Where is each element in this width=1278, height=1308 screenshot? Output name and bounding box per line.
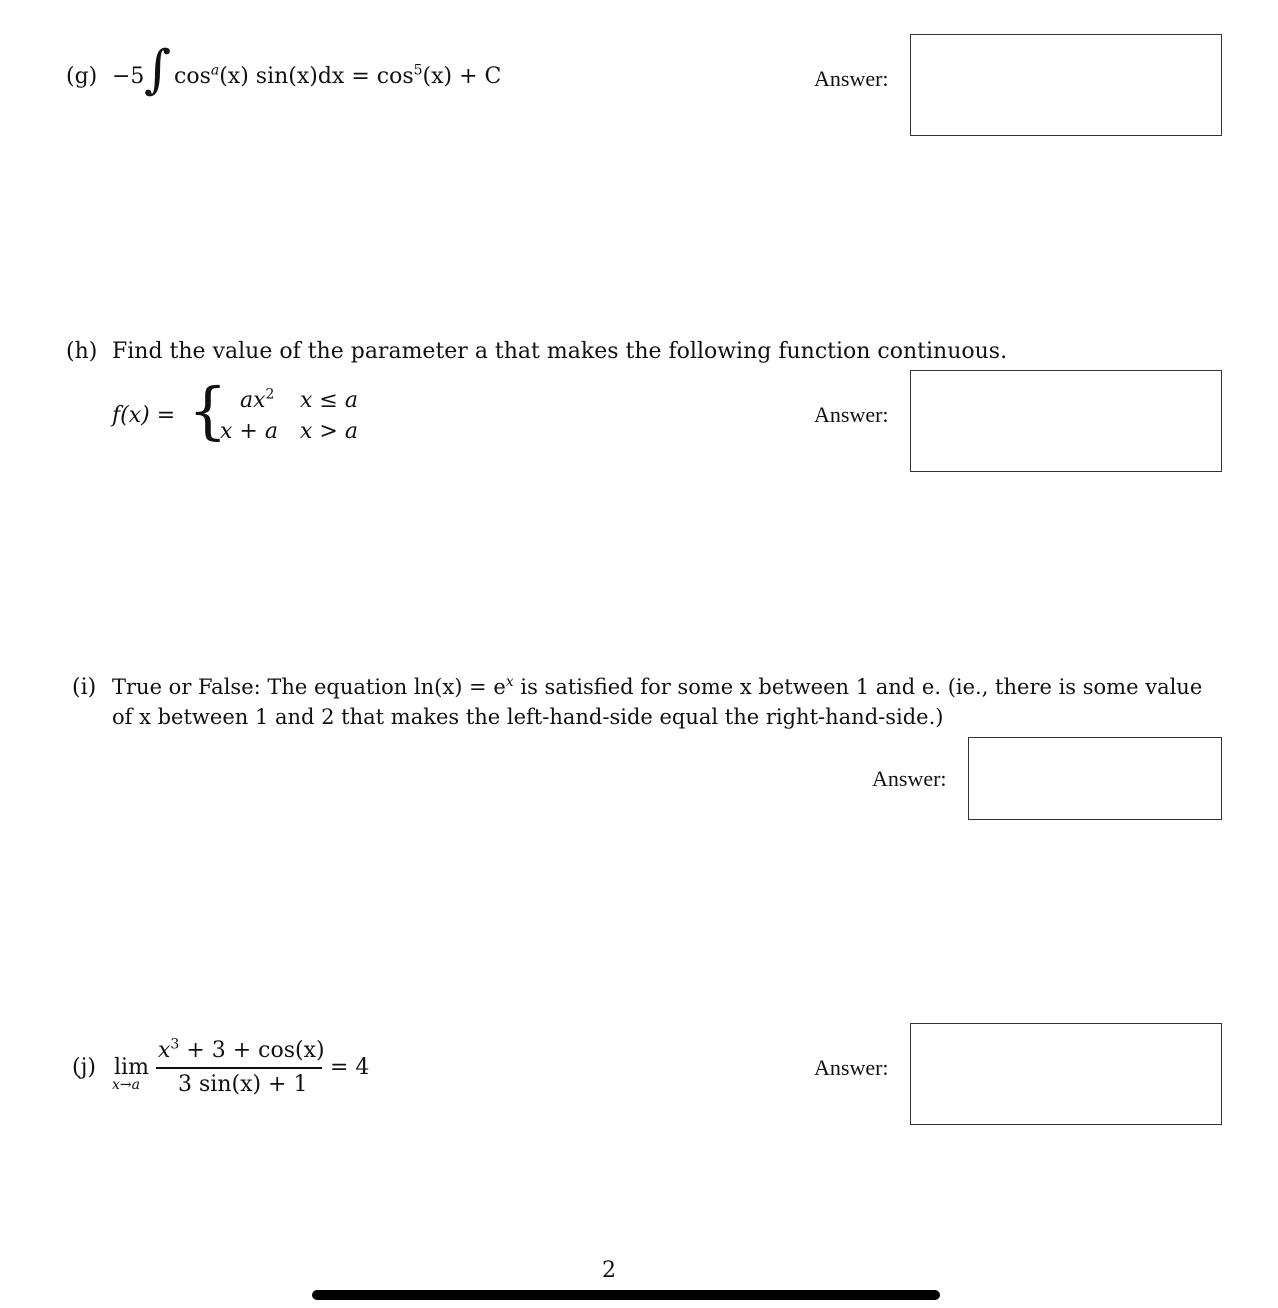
limit-subscript: x→a (112, 1077, 140, 1093)
answer-box-j[interactable] (910, 1023, 1222, 1125)
piecewise-brace: { (188, 374, 228, 447)
problem-g-label: (g) (66, 64, 98, 89)
fraction-bar (156, 1067, 322, 1069)
problem-h-prompt: Find the value of the parameter a that makes the following function continuous. (112, 339, 1008, 364)
piecewise-case-1-condition: x ≤ a (300, 388, 358, 413)
answer-box-i[interactable] (968, 737, 1222, 820)
problem-h-label: (h) (66, 339, 98, 364)
answer-label-j: Answer: (814, 1055, 889, 1080)
answer-box-h[interactable] (910, 370, 1222, 472)
problem-i-line-2: of x between 1 and 2 that makes the left-hand-side equal the right-hand-side.) (112, 705, 944, 729)
limit-operator: lim (114, 1055, 149, 1080)
piecewise-function-name: f(x) = (112, 403, 176, 428)
piecewise-case-1-expression: $ax^2$ (240, 386, 275, 413)
piecewise-case-2-expression: x + a (220, 419, 278, 444)
piecewise-case-2-condition: x > a (300, 419, 358, 444)
home-indicator-bar[interactable] (312, 1290, 940, 1300)
limit-result: = 4 (330, 1055, 370, 1080)
fraction-numerator: $x^3 + 3 + \cos(x)$ (158, 1036, 325, 1063)
problem-g-equation: $\cos^a(x) \sin(x)dx = \cos^5(x) + C$ (174, 62, 502, 89)
problem-i-line-1: True or False: The equation $\ln(x) = e^x$ is satisfied for some x between 1 and e. (ie., there is some value (112, 674, 1203, 699)
problem-i-label: (i) (72, 675, 97, 700)
answer-label-h: Answer: (814, 402, 889, 427)
problem-j-label: (j) (72, 1055, 96, 1080)
answer-label-i: Answer: (872, 766, 947, 791)
answer-box-g[interactable] (910, 34, 1222, 136)
answer-label-g: Answer: (814, 66, 889, 91)
integral-sign: ∫ (144, 40, 172, 100)
problem-g-coefficient: −5 (112, 64, 145, 89)
fraction-denominator: 3 sin(x) + 1 (178, 1072, 308, 1097)
page-number: 2 (602, 1258, 616, 1283)
